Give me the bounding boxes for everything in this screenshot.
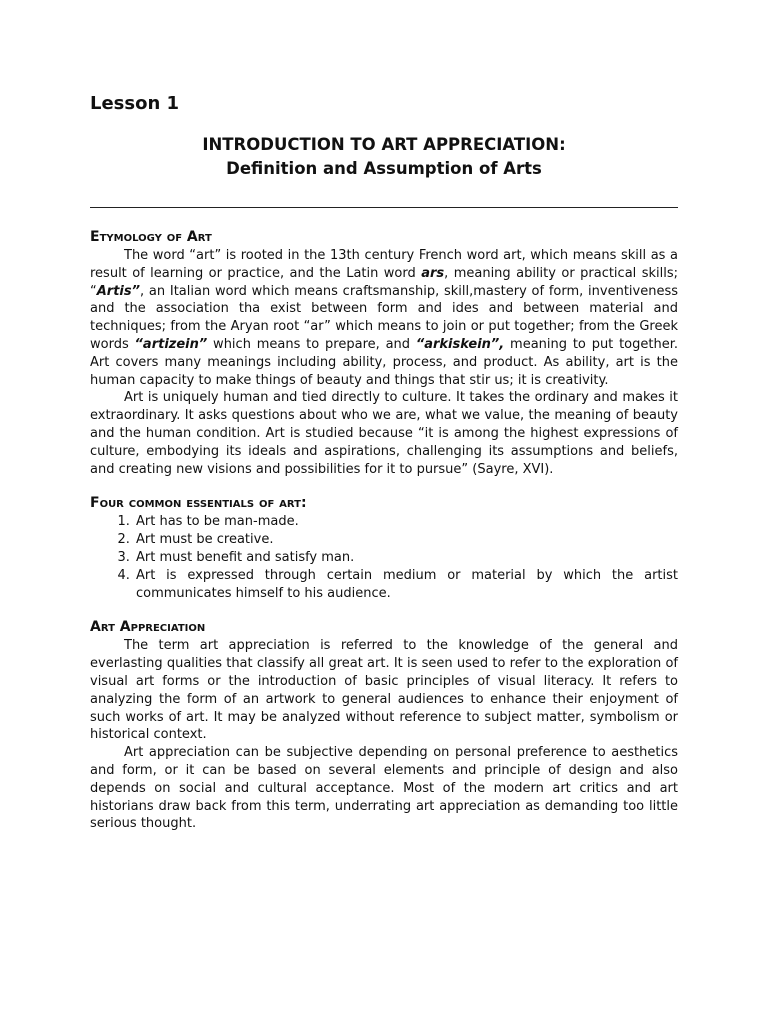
etymology-text-3: , an Italian word which means craftsmanship, skill,mastery of form, inventiveness and the association tha exist between form and ides and between material and techniques; from the Aryan root “ar” which means to join or put together; from the Greek words [90,283,678,352]
essentials-list [90,513,678,602]
section-spacer [90,602,678,618]
etymology-text-5: meaning to put together. Art covers many meanings including ability, process, and product. As ability, art is the human capacity to make things of beauty and things that stir us; it is creativity. [90,336,679,388]
document-body [90,228,678,833]
term-artis: Artis” [96,283,141,299]
list-item: 3. Art must benefit and satisfy man. [134,549,678,567]
title-subtitle: Definition and Assumption of Arts [226,159,542,178]
etymology-heading: Etymology of Art [90,229,212,245]
etymology-paragraph-1 [90,247,678,389]
lesson-label: Lesson 1 [90,93,180,114]
list-item: 4. Art is expressed through certain medium or material by which the artist communicates himself to his audience. [134,567,678,603]
essentials-heading: Four common essentials of art: [90,495,307,512]
title-divider [90,207,678,208]
title-block [90,133,678,181]
term-ars: ars [421,265,445,281]
appreciation-heading: Art Appreciation [90,619,206,636]
etymology-text-4: which means to prepare, and [207,336,416,352]
list-item: 1. Art has to be man-made. [134,513,678,531]
list-item: 2. Art must be creative. [134,531,678,549]
appreciation-paragraph-2: Art appreciation can be subjective depending on personal preference to aesthetics and form, or it can be based on several elements and principle of design and also depends on social and cultural acceptance. Most of the modern art critics and art historians draw back from this term, underrating art appreciation as demanding too little serious thought. [90,745,678,832]
term-arkiskein: “arkiskein”, [415,336,505,352]
title-main: INTRODUCTION TO ART APPRECIATION: [202,135,566,154]
etymology-paragraph-2: Art is uniquely human and tied directly to culture. It takes the ordinary and makes it extraordinary. It asks questions about who we are, what we value, the meaning of beauty and the human condition. Art is studied because “it is among the highest expressions of culture, embodying its ideals and aspirations, challenging its assumptions and beliefs, and creating new visions and possibilities for it to pursue” (Sayre, XVI). [90,390,678,477]
section-spacer [90,478,678,494]
term-artizein: “artizein” [134,336,208,352]
appreciation-paragraph-1: The term art appreciation is referred to the knowledge of the general and everlasting qualities that classify all great art. It is seen used to refer to the exploration of visual art forms or the introduction of basic principles of visual literacy. It refers to analyzing the form of an artwork to general audiences to enhance their enjoyment of such works of art. It may be analyzed without reference to subject matter, symbolism or historical context. [90,638,678,743]
etymology-text-2: , meaning ability or practical skills; “ [90,265,679,299]
etymology-text-1: The word “art” is rooted in the 13th century French word art, which means skill as a result of learning or practice, and the Latin word [90,248,678,281]
